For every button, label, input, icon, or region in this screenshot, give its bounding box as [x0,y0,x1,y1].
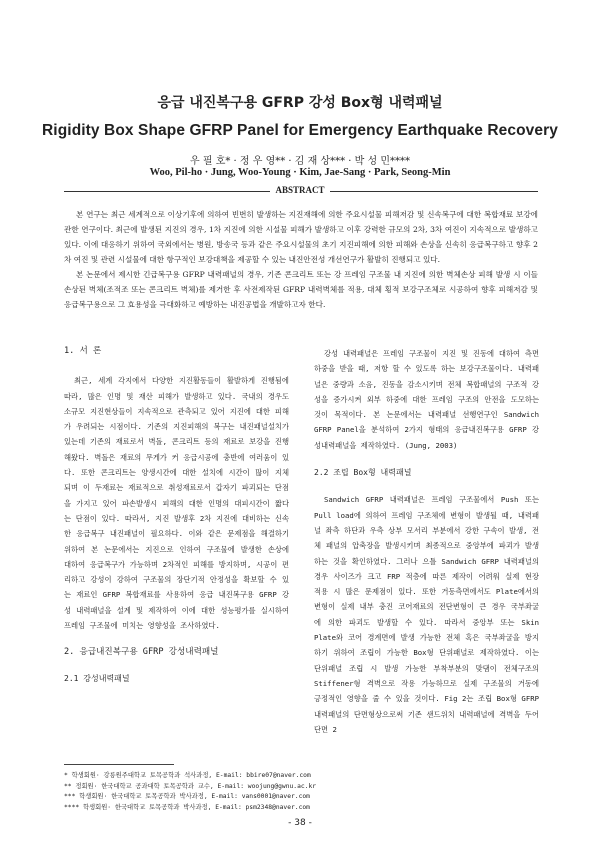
abstract-body [64,207,538,312]
footnote: **** 학생회원· 한국대학교 토목공학과 박사과정, E-mail: psm2348@naver.com [64,803,310,811]
footnote-divider [64,764,174,765]
body-paragraph: 강성 내력패널은 프레임 구조물이 지진 및 진동에 대하여 측면 하중을 받을 때, 저항 할 수 있도록 하는 보강구조물이다. 내력패널은 중량과 소음, 진동을 감소시키며 전체 복합패널의 구조적 강성을 증가시켜 외부 하중에 대한 프레임 구조의 안전을 도모하는 것이 목적이다. 본 논문에서는 내력패널 선행연구인 Sandwich GFRP Panel을 분석하여 2가지 형태의 응급내진복구용 GFRP 강성내력패널을 제작하였다. (Jung, 2003) [314,349,539,450]
authors-english: Woo, Pil-ho · Jung, Woo-Young · Kim, Jae-Sang · Park, Seong-Min [149,167,451,178]
body-paragraph: Sandwich GFRP 내력패널은 프레임 구조물에서 Push 또는 Pull load에 의하여 프레임 구조체에 변형이 발생될 때, 내력패널 좌측 하단과 우측 상부 모서리 부분에서 강한 구속이 발생, 전체 패널의 압축장을 발생시키며 최종적으로 중앙부에 파괴가 발생하는 것을 확인하였다. 그러나 으틀 Sandwich GFRP 내력패널의 경우 사이즈가 크고 FRP 적층에 따른 제작이 어려워 실제 현장 적용 시 많은 문제점이 있다. 또한 거동측면에서도 Plate에서의 변형이 실제 내부 충진 코어재료의 전단변형이 큰 경우 국부좌굴에 의한 파괴도 발생할 수 있다. 따라서 중앙부 또는 Skin Plate와 코어 경계면에 발생 가능한 전체 혹은 국부좌굴을 방지하기 위하여 조립이 가능한 Box형 단위패널로 제작하였다. 이는 단위패널 조립 시 발생 가능한 부착부분의 맞댐이 전체구조의 Stiffener형 격벽으로 작용 가능하므로 실제 구조물의 거동에 긍정적인 영향을 줄 수 있을 것이다. Fig 2는 조립 Box형 GFRP 내력패널의 단면형상으로써 기존 샌드위치 내력패널에 격벽을 두어 단면 2 [314,495,539,734]
page-number: - 38 - [288,818,312,828]
paper-title-english: Rigidity Box Shape GFRP Panel for Emergency Earthquake Recovery [42,122,558,139]
footnote: *** 학생회원· 한국대학교 토목공학과 박사과정, E-mail: vans0001@naver.com [64,793,310,800]
body-paragraph: 최근, 세계 각지에서 다양한 지진활동들이 활발하게 진행됨에 따라, 많은 인명 및 재산 피해가 발생하고 있다. 국내의 경우도 소규모 지진현상들이 지속적으로 관측되고 있어 지진에 대한 피해가 우려되는 시점이다. 기존의 지진피해의 복구는 내진패널설치가 있는데 기존의 재료로서 벽돌, 콘크리트 등의 재료로 보강을 진행해왔다. 벽돌은 재료의 무게가 커 응급시공에 충반에 여러움이 있다. 또한 콘크리트는 양생시간에 대한 설치에 시간이 많이 지체 되며 이 두재료는 재료적으로 취성재료로서 갑자기 파괴되는 단점을 가지고 있어 파손발생시 피해의 대한 인명의 대피시간이 짧다는 단점이 있다. 따라서, 지진 발생후 2차 지진에 대비하는 신속한 응급복구 내진패널이 필요하다. 이와 같은 문제점을 해결하기 위하여 본 논문에서는 지진으로 인하여 구조물에 발생한 손상에 대하여 응급복구가 가능하며 2차적인 피해를 방지하며, 시공이 편리하고 강성이 강하여 구조물의 장단기적 안정성을 확보할 수 있는 재료인 GFRP 복합재료를 사용하여 응급 내진복구용 GFRP 강성 내력패널을 설계 및 제작하여 이에 대한 성능평가를 실시하여 프레임 구조물에 미치는 영향성을 조사하였다. [64,376,289,631]
abstract-paragraph: 본 논문에서 제시한 긴급복구용 GFRP 내력패널의 경우, 기존 콘크리트 또는 강 프레임 구조물 내 지진에 의한 벽체손상 피해 발생 시 이들 손상된 벽체(조적조 또는 콘크리트 벽체)를 제거한 후 사전제작된 GFRP 내력벽체를 적용, 대체 횡적 보강구조체로 시공하여 향후 피해저감 및 응급복구용으로 그 효용성을 극대화하고 예방하는 내진공법을 개발하고자 한다. [64,270,538,309]
footnote: ** 정회원· 한국대학교 공과대학 토목공학과 교수, E-mail: woojung@gwnu.ac.kr [64,782,317,790]
section-heading-introduction: 1. 서 론 [64,346,102,356]
abstract-paragraph: 본 연구는 최근 세계적으로 이상기후에 의하여 빈번히 발생하는 지진재해에 의한 주요시설물 피해저감 및 신속복구에 대한 복합재료 보강에 관한 연구이다. 최근에 발생된 지진의 경우, 1차 지진에 의한 시설물 피해가 발생하고 이후 강력한 규모의 2차, 3차 여진이 지속적으로 발생하고 있다. 이에 대응하기 위하여 국외에서는 병원, 방송국 등과 같은 주요시설물의 초기 지진피해에 의한 피해와 손상을 신속히 응급복구하고 향후 2차 여진 및 관련 시설물에 대한 항구적인 보강대책을 제공할 수 있는 내진안전성 개선연구가 활발히 진행되고 있다. [64,210,538,264]
section-heading-gfrp-panel: 2. 응급내진복구용 GFRP 강성내력패널 [64,647,219,658]
subsection-heading-rigid-panel: 2.1 강성내력패널 [64,673,130,683]
left-column [64,344,289,686]
footnote: * 학생회원· 강릉원주대학교 토목공학과 석사과정, E-mail: bbire07@naver.com [64,772,311,779]
right-column [314,346,539,737]
footnotes [64,771,544,813]
authors-korean: 우 필 호* · 정 우 영** · 김 재 상*** · 박 성 민**** [190,156,410,167]
subsection-heading-box-panel: 2.2 조립 Box형 내력패널 [314,468,412,478]
abstract-heading: ABSTRACT [270,185,330,195]
paper-title-korean: 응급 내진복구용 GFRP 강성 Box형 내력패널 [157,95,443,111]
